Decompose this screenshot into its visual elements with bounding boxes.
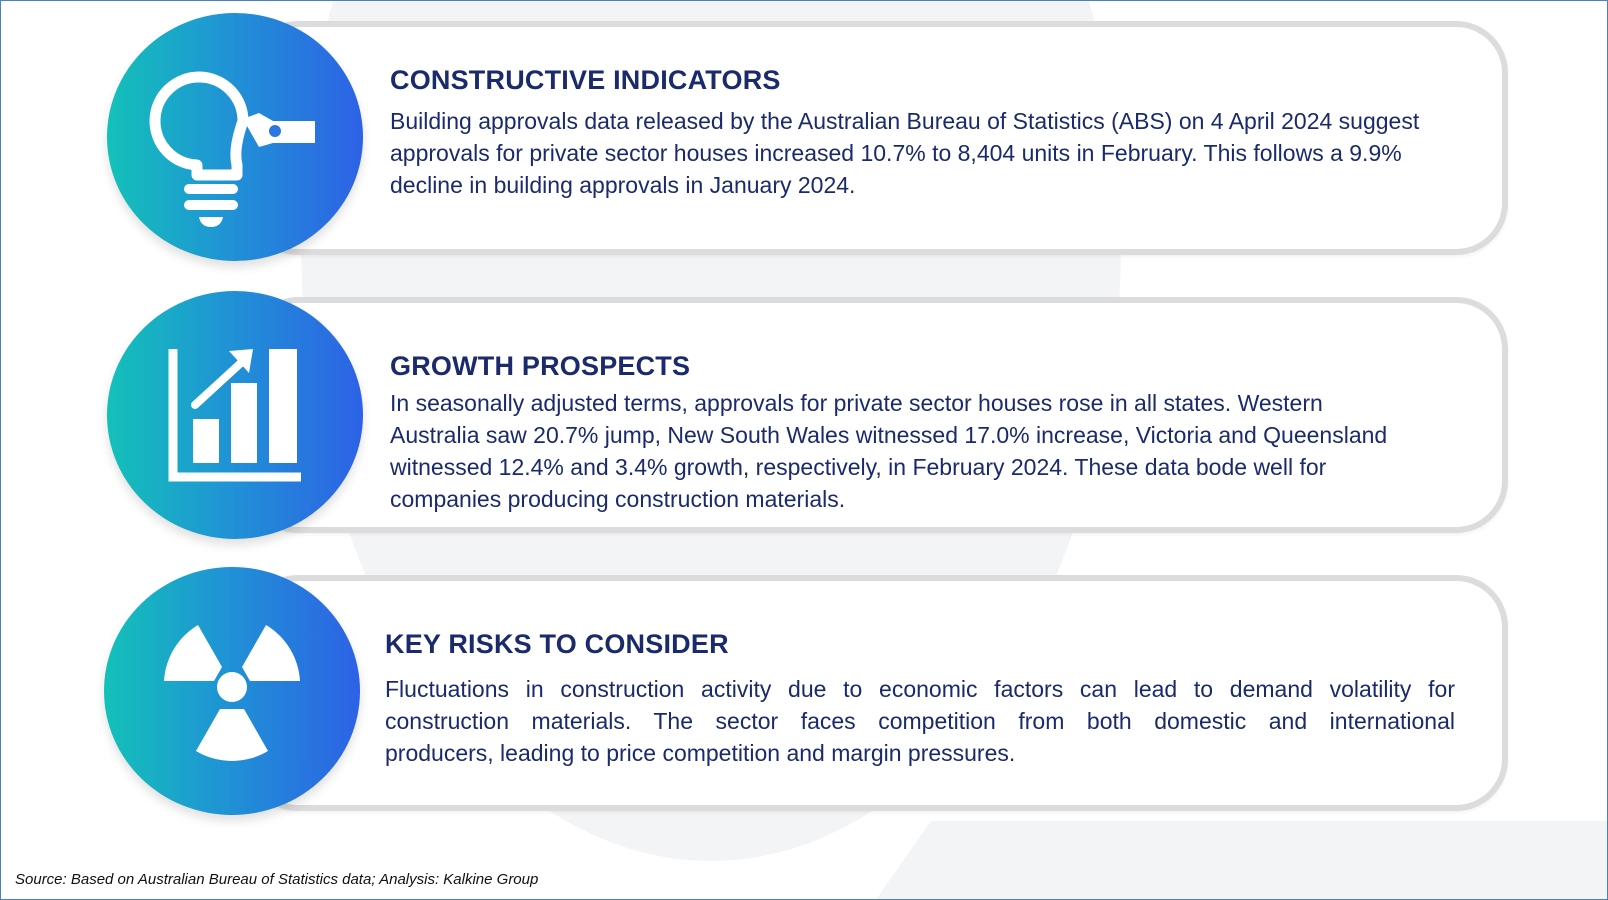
body-line: approvals for private sector houses increased 10.7% to 8,404 units in February. This follows a 9.9% [390,140,1402,166]
body-line: decline in building approvals in January 2024. [390,172,856,198]
lightbulb-icon [107,13,363,261]
body-line: witnessed 12.4% and 3.4% growth, respectively, in February 2024. These data bode well for [390,454,1327,480]
section-heading: KEY RISKS TO CONSIDER [385,629,729,659]
key-risks-card [246,575,1508,811]
body-line: producers, leading to price competition and margin pressures. [385,740,1016,766]
growth-chart-badge [107,291,363,539]
section-body [390,105,1419,201]
radiation-icon [104,567,360,815]
lightbulb-badge [107,13,363,261]
growth-prospects-card [246,297,1508,533]
radiation-badge [104,567,360,815]
section-heading: GROWTH PROSPECTS [390,351,691,381]
body-line: Building approvals data released by the Australian Bureau of Statistics (ABS) on 4 April 2024 suggest [390,108,1420,134]
section-body [385,673,1455,769]
body-line: companies producing construction materials. [390,486,846,512]
background-swoosh-bottom [791,821,1608,900]
body-line: construction materials. The sector faces competition from both domestic and international [385,708,1455,734]
section-heading: CONSTRUCTIVE INDICATORS [390,65,781,95]
body-line: In seasonally adjusted terms, approvals for private sector houses rose in all states. Western [390,390,1323,416]
source-note: Source: Based on Australian Bureau of Statistics data; Analysis: Kalkine Group [15,871,539,888]
body-line: Australia saw 20.7% jump, New South Wales witnessed 17.0% increase, Victoria and Queensland [390,422,1388,448]
section-body [390,387,1387,515]
constructive-indicators-card [246,21,1508,255]
body-line: Fluctuations in construction activity due to economic factors can lead to demand volatility for [385,676,1455,702]
growth-chart-icon [107,291,363,539]
